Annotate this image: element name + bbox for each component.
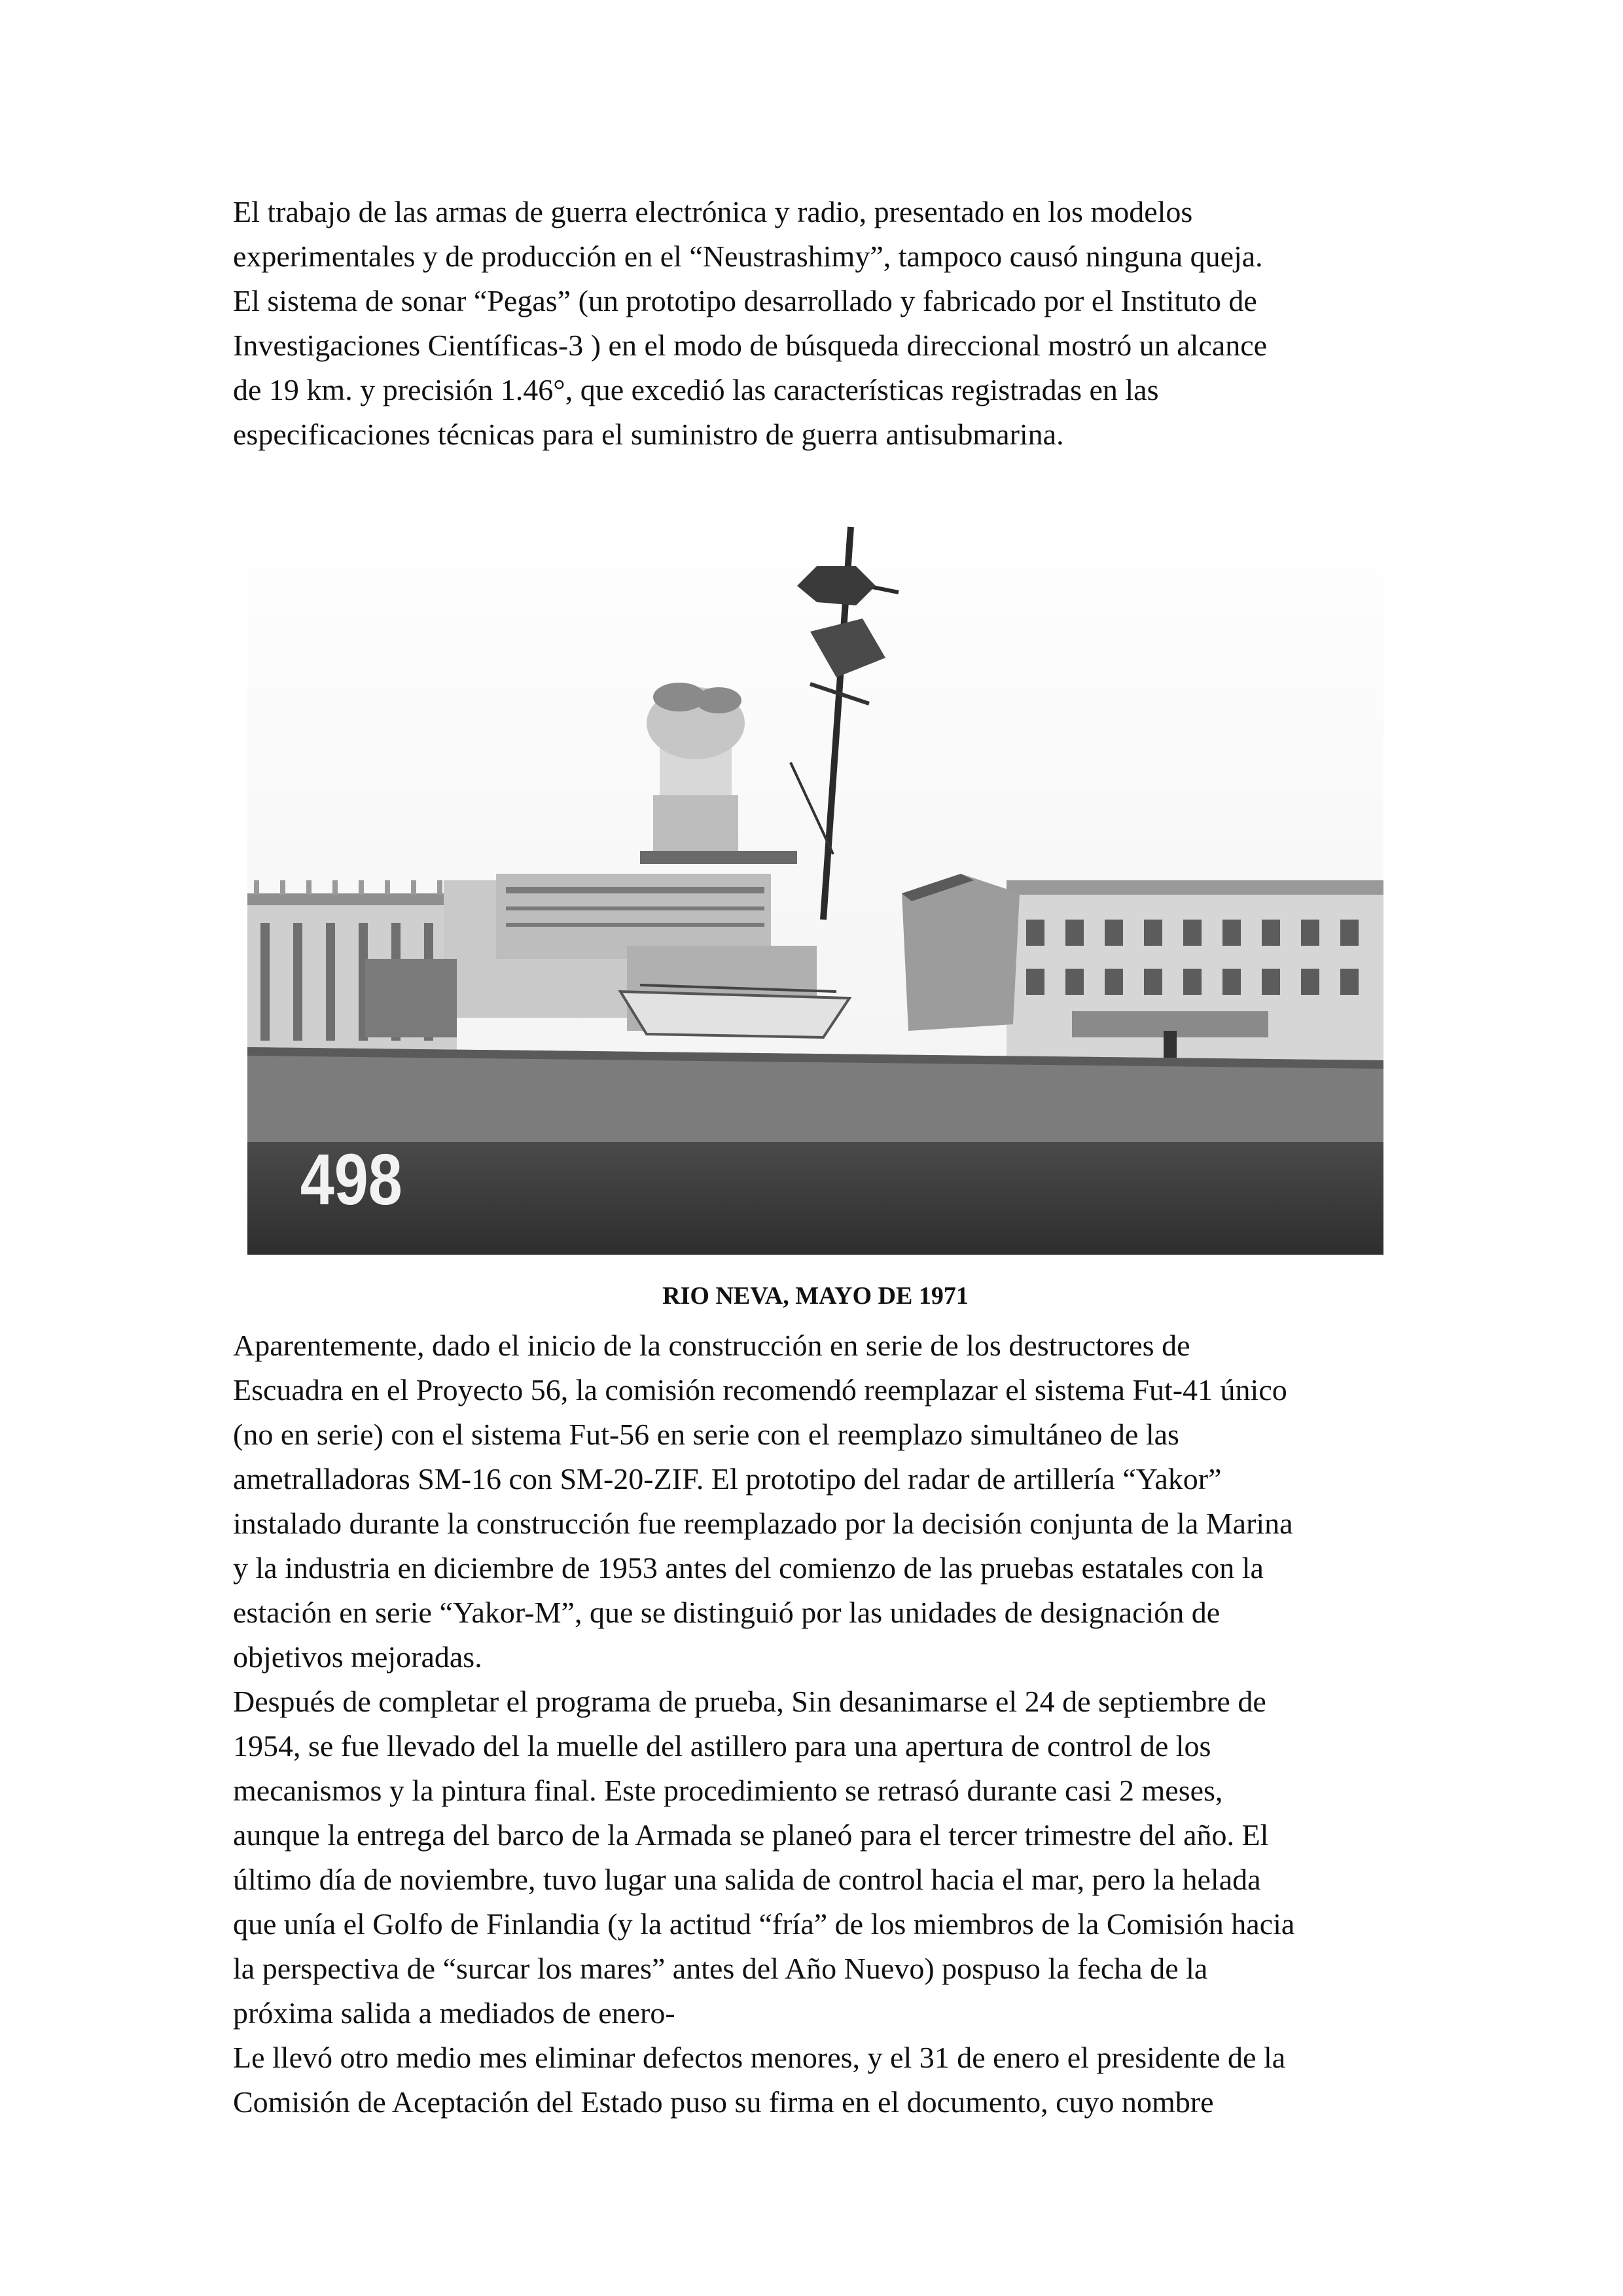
paragraph-1 — [233, 190, 1398, 457]
text-line: estación en serie “Yakor-M”, que se distinguió por las unidades de designación de — [233, 1596, 1221, 1629]
photo-caption: RIO NEVA, MAYO DE 1971 — [662, 1282, 969, 1310]
paragraph-4 — [233, 2036, 1398, 2125]
text-line: Le llevó otro medio mes eliminar defectos menores, y el 31 de enero el presidente de la — [233, 2041, 1286, 2074]
text-line: El sistema de sonar “Pegas” (un prototipo desarrollado y fabricado por el Instituto de — [233, 284, 1257, 317]
text-line: instalado durante la construcción fue reemplazado por la decisión conjunta de la Marina — [233, 1507, 1293, 1540]
text-line: la perspectiva de “surcar los mares” antes del Año Nuevo) pospuso la fecha de la — [233, 1952, 1208, 1985]
text-line: Escuadra en el Proyecto 56, la comisión recomendó reemplazar el sistema Fut-41 único — [233, 1373, 1287, 1407]
text-line: 1954, se fue llevado del la muelle del astillero para una apertura de control de los — [233, 1729, 1211, 1763]
text-line: El trabajo de las armas de guerra electrónica y radio, presentado en los modelos — [233, 195, 1193, 228]
text-line: Investigaciones Científicas-3 ) en el modo de búsqueda direccional mostró un alcance — [233, 329, 1268, 362]
text-line: objetivos mejoradas. — [233, 1640, 482, 1674]
hull-number: 498 — [300, 1139, 402, 1220]
text-line: mecanismos y la pintura final. Este procedimiento se retrasó durante casi 2 meses, — [233, 1774, 1223, 1807]
text-line: ametralladoras SM-16 con SM-20-ZIF. El prototipo del radar de artillería “Yakor” — [233, 1462, 1222, 1496]
text-line: que unía el Golfo de Finlandia (y la actitud “fría” de los miembros de la Comisión hacia — [233, 1907, 1295, 1941]
text-line: (no en serie) con el sistema Fut-56 en serie con el reemplazo simultáneo de las — [233, 1418, 1179, 1451]
text-line: último día de noviembre, tuvo lugar una salida de control hacia el mar, pero la helada — [233, 1863, 1261, 1896]
text-line: y la industria en diciembre de 1953 antes del comienzo de las pruebas estatales con la — [233, 1551, 1264, 1585]
text-line: aunque la entrega del barco de la Armada se planeó para el tercer trimestre del año. El — [233, 1818, 1269, 1852]
text-line: especificaciones técnicas para el suministro de guerra antisubmarina. — [233, 418, 1064, 451]
paragraph-2 — [233, 1323, 1398, 1679]
text-line: Después de completar el programa de prueba, Sin desanimarse el 24 de septiembre de — [233, 1685, 1266, 1718]
text-line: Comisión de Aceptación del Estado puso su firma en el documento, cuyo nombre — [233, 2085, 1214, 2119]
paragraph-3 — [233, 1679, 1398, 2036]
text-line: experimentales y de producción en el “Neustrashimy”, tampoco causó ninguna queja. — [233, 240, 1263, 273]
text-line: próxima salida a mediados de enero- — [233, 1996, 675, 2030]
text-line: Aparentemente, dado el inicio de la construcción en serie de los destructores de — [233, 1329, 1190, 1362]
text-line: de 19 km. y precisión 1.46°, que excedió las características registradas en las — [233, 373, 1159, 406]
ship-photograph — [247, 488, 1383, 1255]
